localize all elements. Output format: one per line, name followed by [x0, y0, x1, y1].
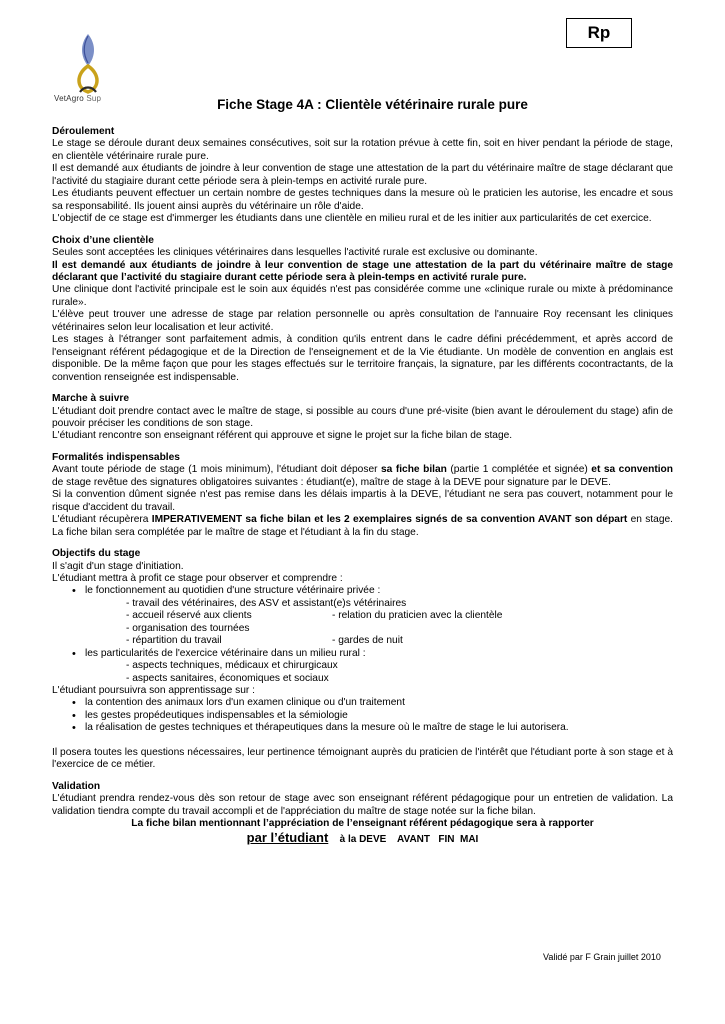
bold-paragraph: Il est demandé aux étudiants de joindre à leur convention de stage une attestation de la part du vétérinaire maître de stage déclarant que l’activité du stagiaire durant cette période sera à plein-temps en activité rurale pure.: [52, 259, 673, 283]
paragraph: Avant toute période de stage (1 mois minimum), l'étudiant doit déposer sa fiche bilan (partie 1 complétée et signée) et sa convention de stage revêtue des signatures obligatoires suivantes : étudiant(e), maître de stage à la DEVE pour signature par le DEVE.: [52, 464, 674, 488]
section-heading-formalites: Formalités indispensables: [52, 451, 180, 463]
logo-wordmark: VetAgro Sup: [54, 94, 102, 103]
paragraph: L'étudiant prendra rendez-vous dès son retour de stage avec son enseignant référent pédagogique pour un entretien de validation. La validation tiendra compte du travail accompli et de l'appréciation du maître de stage notée sur la fiche bilan.: [52, 793, 673, 817]
paragraph: L'étudiant récupèrera IMPERATIVEMENT sa fiche bilan et les 2 exemplaires signés de sa convention AVANT son départ en stage. La fiche bilan sera complétée par le maître de stage et l'étudiant à la fin du stage.: [52, 514, 674, 538]
bullet-list: [52, 585, 673, 685]
page-title: Fiche Stage 4A : Clientèle vétérinaire rurale pure: [217, 97, 528, 112]
section-heading-objectifs: Objectifs du stage: [52, 548, 141, 560]
bullet-list: [52, 697, 673, 734]
paragraph: Il s'agit d'un stage d'initiation.: [52, 560, 184, 572]
paragraph: L'étudiant rencontre son enseignant référent qui approuve et signe le projet sur la fiche bilan de stage.: [52, 430, 513, 442]
section-heading-deroulement: Déroulement: [52, 126, 115, 137]
paragraph: Les étudiants peuvent effectuer un certain nombre de gestes techniques dans la mesure où le praticien les autorise, les encadre et sous sa responsabilité. Ils jouent ainsi auprès du vétérinaire un rôle d'aide.: [52, 188, 673, 212]
closing-emphasis: par l’étudiant: [246, 829, 329, 845]
paragraph: Le stage se déroule durant deux semaines consécutives, soit sur la rotation prévue à cette fin, soit en hiver pendant la période de stage, en clientèle vétérinaire rurale pure.: [52, 138, 673, 162]
paragraph: L'étudiant mettra à profit ce stage pour observer et comprendre :: [52, 572, 343, 584]
list-item: • la réalisation de gestes techniques et thérapeutiques dans la mesure où le maître de stage le lui autorisera.: [85, 722, 673, 734]
closing-deadline: à la DEVE AVANT FIN MAI: [339, 833, 479, 845]
list-item: • les gestes propédeutiques indispensables et la sémiologie: [85, 710, 673, 722]
sub-item: - travail des vétérinaires, des ASV et assistant(e)s vétérinaires: [126, 597, 407, 609]
paragraph: L'élève peut trouver une adresse de stage par relation personnelle ou après consultation de l'annuaire Roy recensant les cliniques vétérinaires selon leur localisation et leur activité.: [52, 309, 673, 333]
sub-item: - accueil réservé aux clients - relation du praticien avec la clientèle: [126, 610, 503, 622]
document-code-badge: Rp: [566, 18, 632, 48]
list-item: • le fonctionnement au quotidien d'une structure vétérinaire privée : - travail des vétérinaires, des ASV et assistant(e)s vétérinaires - accueil réservé aux clients - relation du praticien avec la clientèle - organisation des tournées - répartition du travail - gardes de nuit: [85, 585, 673, 647]
paragraph: L'étudiant doit prendre contact avec le maître de stage, si possible au cours d'une pré-visite (bien avant le déroulement du stage) afin de pouvoir préciser les conditions de son stage.: [52, 405, 673, 429]
paragraph: Si la convention dûment signée n'est pas remise dans les délais impartis à la DEVE, l'étudiant ne sera pas couvert, notamment pour le risque d'accident du travail.: [52, 489, 673, 513]
paragraph: L'objectif de ce stage est d'immerger les étudiants dans une clientèle en milieu rural et de les initier aux particularités de cet exercice.: [52, 213, 652, 225]
document-body: [52, 126, 673, 846]
section-heading-marche: Marche à suivre: [52, 393, 130, 405]
closing-line: [52, 829, 673, 846]
paragraph: L'étudiant poursuivra son apprentissage sur :: [52, 685, 255, 697]
sub-item: - répartition du travail - gardes de nuit: [126, 635, 403, 647]
sub-item: - aspects sanitaires, économiques et sociaux: [126, 672, 329, 684]
paragraph: Il est demandé aux étudiants de joindre à leur convention de stage une attestation de la part du vétérinaire maître de stage déclarant que l'activité du stagiaire durant cette période sera à plein-temps en activité rurale pure.: [52, 163, 673, 187]
paragraph: Seules sont acceptées les cliniques vétérinaires dans lesquelles l'activité rurale est exclusive ou dominante.: [52, 247, 538, 259]
list-item: • la contention des animaux lors d'un examen clinique ou d'un traitement: [85, 697, 673, 709]
paragraph: Il posera toutes les questions nécessaires, leur pertinence témoignant auprès du praticien de l'intérêt que l'étudiant porte à son stage et à l'exercice de ce métier.: [52, 746, 673, 771]
list-item: • les particularités de l'exercice vétérinaire dans un milieu rural : - aspects techniques, médicaux et chirurgicaux - aspects sanitaires, économiques et sociaux: [85, 648, 673, 685]
paragraph: Une clinique dont l'activité principale est le soin aux équidés n'est pas considérée comme une «clinique rurale ou mixte à prédominance rurale».: [52, 284, 673, 308]
validation-footer: Validé par F Grain juillet 2010: [543, 952, 661, 962]
section-heading-choix: Choix d’une clientèle: [52, 234, 154, 246]
section-heading-validation: Validation: [52, 780, 101, 792]
paragraph: Les stages à l'étranger sont parfaitement admis, à condition qu'ils entrent dans le cadre défini précédemment, et après accord de l'enseignant référent pédagogique et de la Direction de l'enseignement et de la Vie étudiante. Un modèle de convention en anglais est disponible. De la même façon que pour les stages effectués sur le territoire français, la signature, par les différents cocontractants, de la convention renseignée est indispensable.: [52, 334, 673, 383]
sub-item: - aspects techniques, médicaux et chirurgicaux: [126, 660, 338, 672]
bold-paragraph: La fiche bilan mentionnant l’appréciation de l’enseignant référent pédagogique sera à rapporter: [131, 818, 594, 830]
sub-item: - organisation des tournées: [126, 622, 250, 634]
